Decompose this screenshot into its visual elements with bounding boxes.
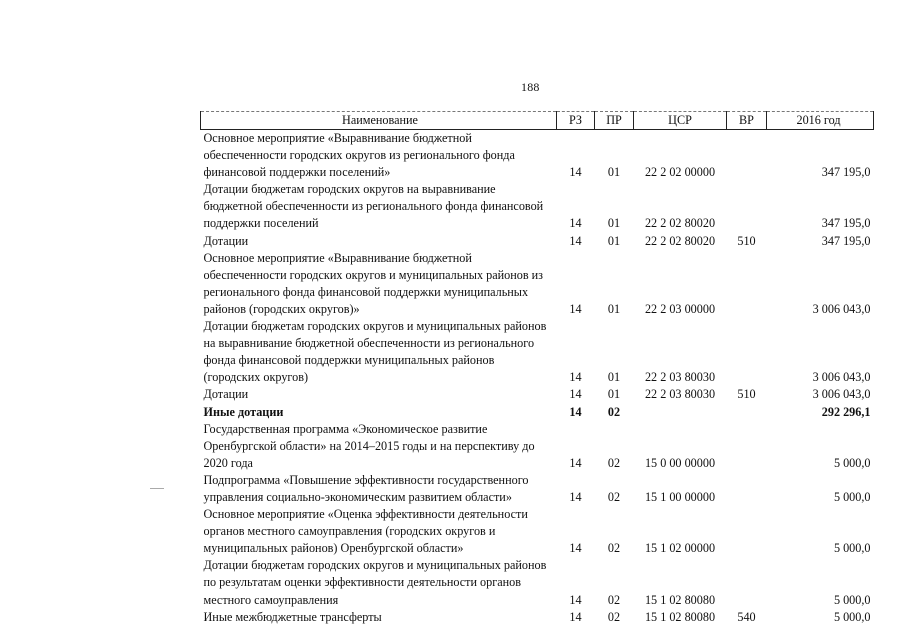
header-pr: ПР: [595, 112, 634, 130]
row-vr: [727, 404, 767, 421]
row-rz: 14: [569, 592, 582, 607]
row-rz: 14: [569, 609, 582, 624]
row-csr: 15 1 02 80080: [644, 609, 716, 624]
row-pr: 01: [607, 301, 621, 316]
row-rz: 14: [569, 165, 582, 180]
table-row: [201, 318, 874, 386]
table-body: [201, 130, 874, 626]
header-csr: ЦСР: [634, 112, 727, 130]
row-name: Иные межбюджетные трансферты: [203, 609, 382, 624]
row-name: Дотации: [203, 387, 249, 402]
row-name: Дотации бюджетам городских округов на выравнивание бюджетной обеспеченности из регионального фонда финансовой поддержки поселений: [203, 182, 544, 231]
row-pr: 01: [607, 233, 621, 248]
table-row: [201, 250, 874, 318]
table-row: [201, 181, 874, 232]
row-rz: 14: [569, 455, 582, 470]
row-csr: 22 2 03 80030: [644, 387, 716, 402]
table-row: [201, 130, 874, 182]
row-csr: 15 1 02 80080: [644, 592, 716, 607]
row-csr: [634, 404, 727, 421]
header-rz: РЗ: [557, 112, 595, 130]
row-sum: 3 006 043,0: [812, 301, 871, 316]
row-pr: 02: [607, 404, 621, 419]
row-name: Основное мероприятие «Выравнивание бюджетной обеспеченности городских округов из регионального фонда финансовой поддержки поселений»: [203, 131, 515, 180]
row-vr: [727, 181, 767, 232]
table-row: [201, 557, 874, 608]
row-name: Дотации: [203, 233, 249, 248]
row-vr: [727, 506, 767, 557]
row-sum: 5 000,0: [833, 455, 871, 470]
row-rz: 14: [569, 216, 582, 231]
row-pr: 02: [607, 489, 621, 504]
row-sum: 347 195,0: [821, 165, 871, 180]
row-csr: 22 2 02 80020: [644, 233, 716, 248]
row-name: Основное мероприятие «Оценка эффективности деятельности органов местного самоуправления (городских округов и муниципальных районов) Оренбургской области»: [203, 507, 528, 556]
row-sum: 5 000,0: [833, 609, 871, 624]
table-row: [201, 386, 874, 403]
row-vr: [727, 472, 767, 506]
row-pr: 01: [607, 370, 621, 385]
row-csr: 22 2 02 80020: [644, 216, 716, 231]
row-vr: [727, 421, 767, 472]
row-csr: 15 0 00 00000: [644, 455, 716, 470]
row-pr: 02: [607, 592, 621, 607]
table-header-row: [201, 112, 874, 130]
row-vr: [727, 250, 767, 318]
row-pr: 02: [607, 455, 621, 470]
row-csr: 22 2 02 00000: [644, 165, 716, 180]
row-sum: 347 195,0: [821, 216, 871, 231]
table-row: [201, 472, 874, 506]
row-vr: [727, 557, 767, 608]
row-pr: 02: [607, 609, 621, 624]
row-csr: 15 1 00 00000: [644, 489, 716, 504]
row-rz: 14: [569, 387, 582, 402]
row-rz: 14: [569, 233, 582, 248]
row-pr: 01: [607, 387, 621, 402]
row-name: Дотации бюджетам городских округов и муниципальных районов на выравнивание бюджетной обеспеченности из регионального фонда финансовой поддержки муниципальных районов (городских округов): [203, 319, 547, 385]
table-row-section-other-grants: [201, 404, 874, 421]
table-row: [201, 233, 874, 250]
row-sum: 3 006 043,0: [812, 387, 871, 402]
row-name: Иные дотации: [203, 404, 284, 419]
row-sum: 292 296,1: [821, 404, 871, 419]
row-sum: 5 000,0: [833, 592, 871, 607]
row-rz: 14: [569, 489, 582, 504]
row-csr: 15 1 02 00000: [644, 541, 716, 556]
row-sum: 5 000,0: [833, 489, 871, 504]
row-rz: 14: [569, 541, 582, 556]
row-name: Подпрограмма «Повышение эффективности государственного управления социально-экономическим развитием области»: [203, 472, 529, 504]
row-sum: 347 195,0: [821, 233, 871, 248]
page-number: 188: [521, 80, 540, 94]
header-name: Наименование: [201, 112, 557, 130]
row-pr: 01: [607, 216, 621, 231]
table-row: [201, 506, 874, 557]
margin-mark: [150, 488, 164, 489]
row-rz: 14: [569, 370, 582, 385]
row-rz: 14: [569, 404, 582, 419]
row-vr: [727, 318, 767, 386]
row-vr: [727, 130, 767, 182]
header-vr: ВР: [727, 112, 767, 130]
row-name: Дотации бюджетам городских округов и муниципальных районов по результатам оценки эффективности деятельности органов местного самоуправления: [203, 558, 547, 607]
row-vr: 510: [737, 387, 756, 402]
table-row: [201, 421, 874, 472]
row-vr: 510: [737, 233, 756, 248]
row-vr: 540: [737, 609, 756, 624]
row-csr: 22 2 03 00000: [644, 301, 716, 316]
header-sum-2016: 2016 год: [767, 112, 874, 130]
budget-table: [200, 111, 874, 626]
row-pr: 01: [607, 165, 621, 180]
row-name: Государственная программа «Экономическое развитие Оренбургской области» на 2014–2015 годы и на перспективу до 2020 года: [203, 421, 535, 470]
row-csr: 22 2 03 80030: [644, 370, 716, 385]
row-rz: 14: [569, 301, 582, 316]
row-sum: 3 006 043,0: [812, 370, 871, 385]
row-name: Основное мероприятие «Выравнивание бюджетной обеспеченности городских округов и муниципальных районов из регионального фонда финансовой поддержки муниципальных районов (городских округов)»: [203, 250, 543, 316]
row-pr: 02: [607, 541, 621, 556]
row-sum: 5 000,0: [833, 541, 871, 556]
table-row: [201, 609, 874, 626]
